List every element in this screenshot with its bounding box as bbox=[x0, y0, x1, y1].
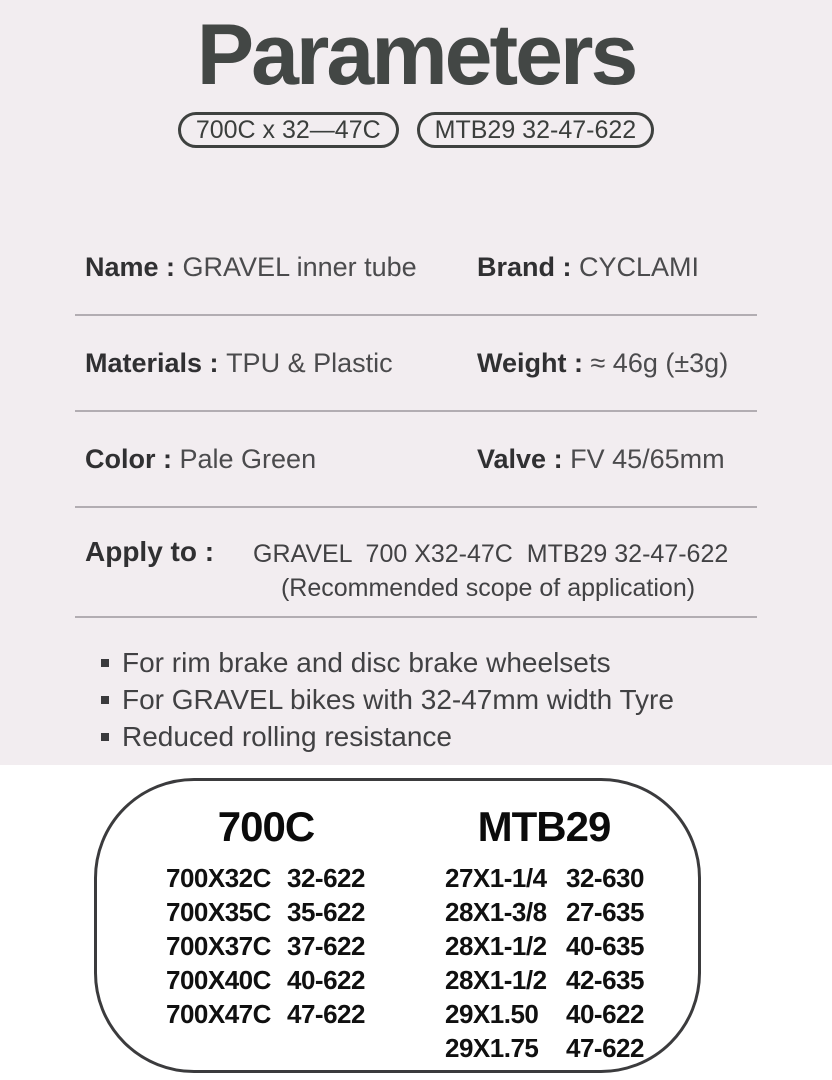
size-cell: 28X1-1/2 bbox=[445, 931, 547, 961]
size-row bbox=[445, 929, 644, 963]
badge-700c: 700C x 32—47C bbox=[178, 112, 399, 148]
etrto-cell: 47-622 bbox=[566, 1033, 644, 1063]
spec-color-value: Pale Green bbox=[179, 444, 317, 474]
spec-materials-label: Materials : bbox=[85, 348, 227, 378]
feature-item bbox=[101, 722, 452, 752]
size-cell: 27X1-1/4 bbox=[445, 863, 547, 893]
size-row bbox=[445, 997, 644, 1031]
spec-valve bbox=[477, 443, 725, 475]
square-bullet-icon bbox=[101, 696, 109, 704]
spec-valve-label: Valve : bbox=[477, 444, 571, 474]
spec-brand-label: Brand : bbox=[477, 252, 580, 282]
etrto-cell: 32-622 bbox=[287, 863, 365, 893]
spec-materials-value: TPU & Plastic bbox=[226, 348, 393, 378]
size-row bbox=[166, 929, 365, 963]
spec-name-label: Name : bbox=[85, 252, 183, 282]
divider-1 bbox=[75, 314, 757, 316]
spec-valve-value: FV 45/65mm bbox=[570, 444, 725, 474]
apply-to-value: GRAVEL 700 X32-47C MTB29 32-47-622 bbox=[253, 540, 729, 568]
etrto-cell: 27-635 bbox=[566, 897, 644, 927]
size-cell: 700X47C bbox=[166, 999, 271, 1029]
etrto-cell: 42-635 bbox=[566, 965, 644, 995]
divider-4 bbox=[75, 616, 757, 618]
spec-brand bbox=[477, 251, 699, 283]
size-column-700c bbox=[166, 861, 365, 1031]
size-table-panel bbox=[94, 778, 701, 1073]
spec-brand-value: CYCLAMI bbox=[579, 252, 700, 282]
size-cell: 700X32C bbox=[166, 863, 271, 893]
feature-item bbox=[101, 685, 674, 715]
etrto-cell: 40-635 bbox=[566, 931, 644, 961]
column-header-mtb29: MTB29 bbox=[477, 803, 611, 850]
square-bullet-icon bbox=[101, 733, 109, 741]
spec-weight-label: Weight : bbox=[477, 348, 591, 378]
feature-text: For GRAVEL bikes with 32-47mm width Tyre bbox=[122, 684, 674, 715]
size-cell: 28X1-3/8 bbox=[445, 897, 547, 927]
spec-weight bbox=[477, 347, 728, 379]
size-row bbox=[445, 861, 644, 895]
etrto-cell: 35-622 bbox=[287, 897, 365, 927]
feature-item bbox=[101, 648, 611, 678]
size-cell: 700X35C bbox=[166, 897, 271, 927]
etrto-cell: 32-630 bbox=[566, 863, 644, 893]
etrto-cell: 40-622 bbox=[287, 965, 365, 995]
size-row bbox=[166, 997, 365, 1031]
feature-text: Reduced rolling resistance bbox=[122, 721, 452, 752]
spec-name-value: GRAVEL inner tube bbox=[182, 252, 417, 282]
size-cell: 29X1.75 bbox=[445, 1033, 539, 1063]
size-row bbox=[166, 861, 365, 895]
badge-list bbox=[0, 112, 832, 148]
feature-text: For rim brake and disc brake wheelsets bbox=[122, 647, 611, 678]
apply-to-label: Apply to : bbox=[85, 536, 215, 567]
etrto-cell: 37-622 bbox=[287, 931, 365, 961]
square-bullet-icon bbox=[101, 659, 109, 667]
divider-3 bbox=[75, 506, 757, 508]
spec-materials bbox=[85, 347, 393, 379]
size-cell: 29X1.50 bbox=[445, 999, 539, 1029]
divider-2 bbox=[75, 410, 757, 412]
size-cell: 700X40C bbox=[166, 965, 271, 995]
etrto-cell: 40-622 bbox=[566, 999, 644, 1029]
spec-color bbox=[85, 443, 316, 475]
size-row bbox=[445, 895, 644, 929]
size-cell: 700X37C bbox=[166, 931, 271, 961]
size-column-mtb29 bbox=[445, 861, 644, 1065]
etrto-cell: 47-622 bbox=[287, 999, 365, 1029]
apply-to-note: (Recommended scope of application) bbox=[280, 574, 696, 602]
size-row bbox=[166, 963, 365, 997]
size-row bbox=[166, 895, 365, 929]
badge-mtb29: MTB29 32-47-622 bbox=[417, 112, 655, 148]
spec-weight-value: ≈ 46g (±3g) bbox=[590, 348, 729, 378]
spec-color-label: Color : bbox=[85, 444, 180, 474]
size-row bbox=[445, 1031, 644, 1065]
page-title: Parameters bbox=[196, 7, 636, 103]
spec-name bbox=[85, 251, 417, 283]
size-row bbox=[445, 963, 644, 997]
column-header-700c: 700C bbox=[217, 803, 315, 850]
size-cell: 28X1-1/2 bbox=[445, 965, 547, 995]
